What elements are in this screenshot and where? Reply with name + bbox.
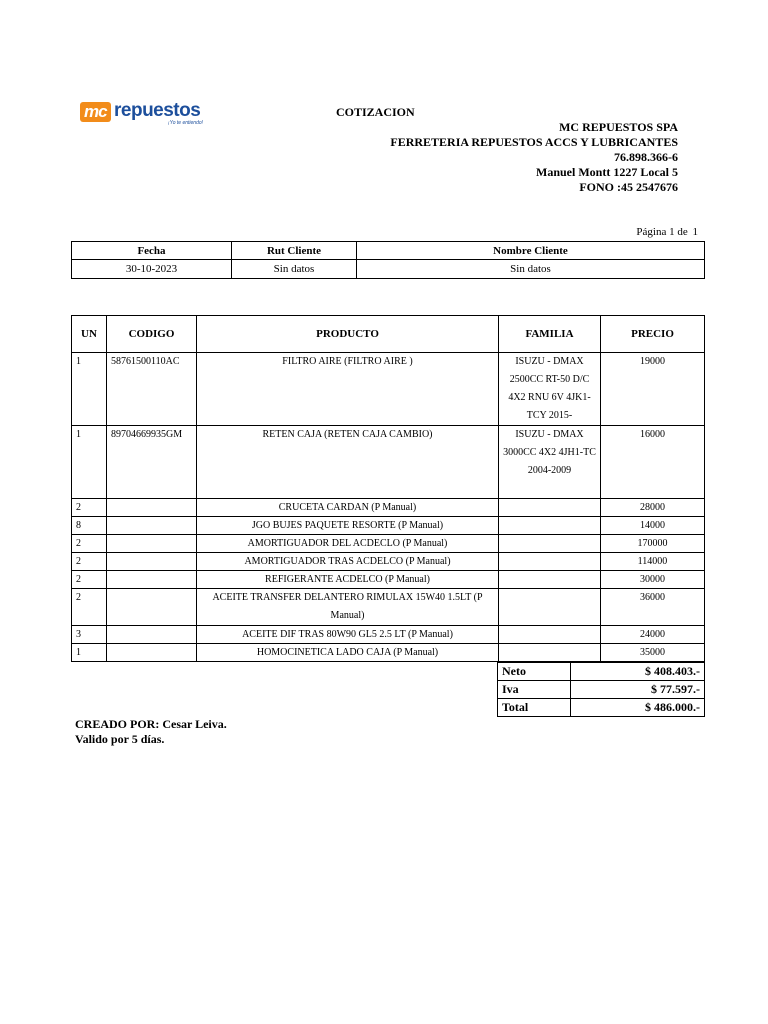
validity-note: Valido por 5 días.: [75, 732, 165, 746]
company-name: MC REPUESTOS SPA: [559, 120, 678, 134]
cell-un: 1: [72, 426, 107, 499]
cell-producto: JGO BUJES PAQUETE RESORTE (P Manual): [197, 517, 499, 535]
cell-codigo: [107, 644, 197, 662]
company-rut: 76.898.366-6: [614, 150, 678, 164]
cell-precio: 14000: [601, 517, 705, 535]
table-row: [72, 644, 705, 662]
logo-mc-badge: mc: [80, 102, 111, 122]
total-value: $ 486.000.-: [571, 699, 705, 717]
cell-producto: ACEITE DIF TRAS 80W90 GL5 2.5 LT (P Manual): [197, 626, 499, 644]
rut-cliente-value: Sin datos: [232, 260, 357, 279]
cell-producto: HOMOCINETICA LADO CAJA (P Manual): [197, 644, 499, 662]
company-address: Manuel Montt 1227 Local 5: [536, 165, 678, 179]
cell-un: 3: [72, 626, 107, 644]
table-row: [72, 426, 705, 499]
cell-precio: 19000: [601, 353, 705, 426]
cell-producto: ACEITE TRANSFER DELANTERO RIMULAX 15W40 1.5LT (P Manual): [197, 589, 499, 626]
header-fecha: Fecha: [72, 242, 232, 260]
cell-codigo: [107, 571, 197, 589]
company-logo: [80, 100, 216, 130]
cell-un: 2: [72, 589, 107, 626]
table-row: [72, 571, 705, 589]
neto-label: Neto: [498, 663, 571, 681]
cell-precio: 24000: [601, 626, 705, 644]
cell-familia: [499, 535, 601, 553]
cell-un: 1: [72, 644, 107, 662]
logo-tagline: ¡Yo te entiendo!: [168, 120, 204, 126]
cell-familia: [499, 571, 601, 589]
cell-familia: [499, 589, 601, 626]
cell-precio: 16000: [601, 426, 705, 499]
cell-un: 2: [72, 571, 107, 589]
neto-value: $ 408.403.-: [571, 663, 705, 681]
cell-producto: CRUCETA CARDAN (P Manual): [197, 499, 499, 517]
items-table: [71, 315, 705, 662]
cell-familia: ISUZU - DMAX 3000CC 4X2 4JH1-TC 2004-2009: [499, 426, 601, 499]
logo-wordmark: repuestos: [114, 100, 201, 121]
totals-row-total: [498, 699, 705, 717]
cell-codigo: [107, 499, 197, 517]
cell-codigo: [107, 553, 197, 571]
document-title: COTIZACION: [336, 105, 415, 119]
cell-producto: FILTRO AIRE (FILTRO AIRE ): [197, 353, 499, 426]
cell-precio: 28000: [601, 499, 705, 517]
iva-value: $ 77.597.-: [571, 681, 705, 699]
cell-codigo: [107, 589, 197, 626]
table-row: [72, 535, 705, 553]
table-row: [72, 626, 705, 644]
cell-precio: 36000: [601, 589, 705, 626]
client-info-value-row: [72, 260, 705, 279]
cell-un: 2: [72, 553, 107, 571]
cell-producto: AMORTIGUADOR TRAS ACDELCO (P Manual): [197, 553, 499, 571]
cell-producto: RETEN CAJA (RETEN CAJA CAMBIO): [197, 426, 499, 499]
totals-row-neto: [498, 663, 705, 681]
company-line: FERRETERIA REPUESTOS ACCS Y LUBRICANTES: [390, 135, 678, 149]
cell-codigo: [107, 535, 197, 553]
table-row: [72, 517, 705, 535]
totals-table: [497, 662, 705, 717]
total-label: Total: [498, 699, 571, 717]
nombre-cliente-value: Sin datos: [357, 260, 705, 279]
items-header-row: [72, 316, 705, 353]
page-number: [634, 226, 698, 238]
header-precio: PRECIO: [601, 316, 705, 353]
cell-codigo: [107, 517, 197, 535]
header-un: UN: [72, 316, 107, 353]
table-row: [72, 589, 705, 626]
cell-familia: [499, 553, 601, 571]
footer-notes: [75, 717, 227, 747]
header-producto: PRODUCTO: [197, 316, 499, 353]
cell-familia: [499, 644, 601, 662]
created-by: CREADO POR: Cesar Leiva.: [75, 717, 227, 731]
cell-producto: REFIGERANTE ACDELCO (P Manual): [197, 571, 499, 589]
cell-un: 2: [72, 535, 107, 553]
cell-familia: [499, 517, 601, 535]
client-info-table: [71, 241, 705, 279]
header-rut-cliente: Rut Cliente: [232, 242, 357, 260]
table-row: [72, 499, 705, 517]
cell-precio: 30000: [601, 571, 705, 589]
cell-un: 2: [72, 499, 107, 517]
totals-row-iva: [498, 681, 705, 699]
cell-precio: 170000: [601, 535, 705, 553]
cell-familia: ISUZU - DMAX 2500CC RT-50 D/C 4X2 RNU 6V 4JK1-TCY 2015-: [499, 353, 601, 426]
table-row: [72, 353, 705, 426]
page-total: 1: [692, 226, 698, 238]
cell-codigo: [107, 626, 197, 644]
cell-codigo: 58761500110AC: [107, 353, 197, 426]
iva-label: Iva: [498, 681, 571, 699]
cell-familia: [499, 499, 601, 517]
header-codigo: CODIGO: [107, 316, 197, 353]
cell-producto: AMORTIGUADOR DEL ACDECLO (P Manual): [197, 535, 499, 553]
page-label: Página 1 de: [636, 226, 688, 238]
table-row: [72, 553, 705, 571]
header-familia: FAMILIA: [499, 316, 601, 353]
fecha-value: 30-10-2023: [72, 260, 232, 279]
cell-un: 8: [72, 517, 107, 535]
cell-precio: 35000: [601, 644, 705, 662]
cell-un: 1: [72, 353, 107, 426]
cell-familia: [499, 626, 601, 644]
client-info-header-row: [72, 242, 705, 260]
company-info: [390, 120, 678, 195]
header-nombre-cliente: Nombre Cliente: [357, 242, 705, 260]
cell-codigo: 89704669935GM: [107, 426, 197, 499]
company-phone: FONO :45 2547676: [579, 180, 678, 194]
cell-precio: 114000: [601, 553, 705, 571]
